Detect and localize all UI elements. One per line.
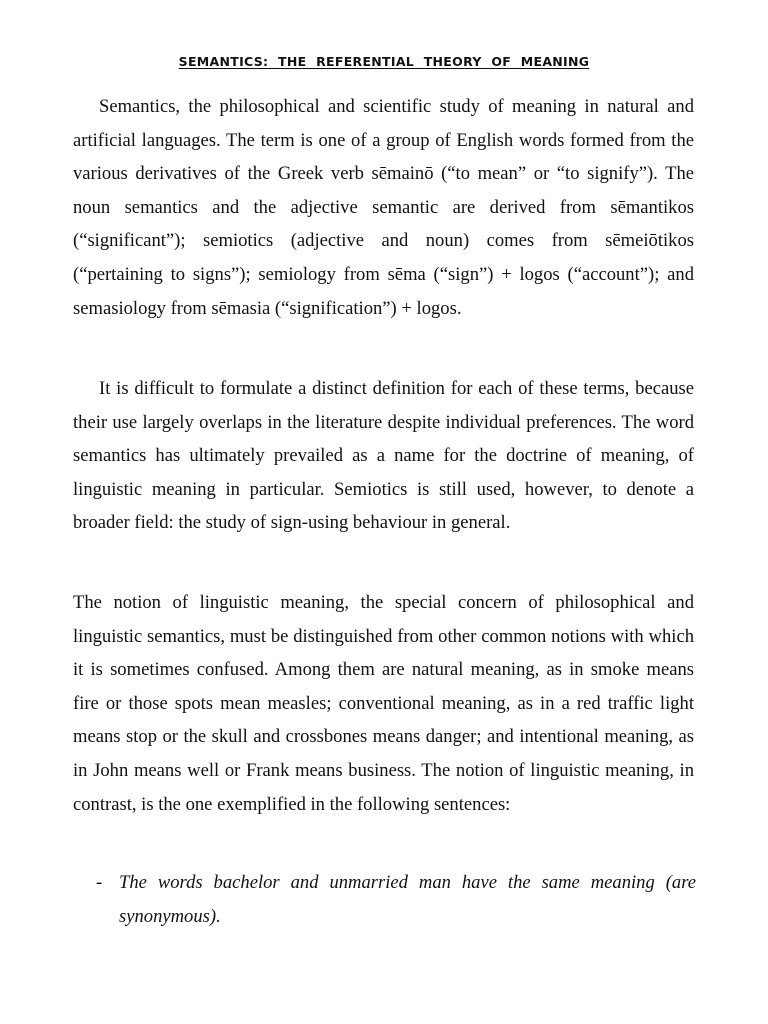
document-title bbox=[0, 54, 768, 69]
list-item bbox=[96, 866, 696, 933]
paragraph-1: Semantics, the philosophical and scientific study of meaning in natural and artificial languages. The term is one of a group of English words formed from the various derivatives of the Greek verb sēmainō (“to mean” or “to signify”). The noun semantics and the adjective semantic are derived from sēmantikos (“significant”); semiotics (adjective and noun) comes from sēmeiōtikos (“pertaining to signs”); semiology from sēma (“sign”) + logos (“account”); and semasiology from sēmasia (“signification”) + logos. bbox=[73, 96, 694, 319]
paragraph-2: It is difficult to formulate a distinct definition for each of these terms, because their use largely overlaps in the literature despite individual preferences. The word semantics has ultimately prevailed as a name for the doctrine of meaning, of linguistic meaning in particular. Semiotics is still used, however, to denote a broader field: the study of sign-using behaviour in general. bbox=[73, 378, 694, 534]
list-item-text: The words bachelor and unmarried man have the same meaning (are synonymous). bbox=[119, 872, 696, 927]
list-item-marker: - bbox=[96, 872, 103, 893]
document-title-text: SEMANTICS: THE REFERENTIAL THEORY OF MEANING bbox=[178, 54, 590, 69]
paragraph-3: The notion of linguistic meaning, the special concern of philosophical and linguistic semantics, must be distinguished from other common notions with which it is sometimes confused. Among them are natural meaning, as in smoke means fire or those spots mean measles; conventional meaning, as in a red traffic light means stop or the skull and crossbones means danger; and intentional meaning, as in John means well or Frank means business. The notion of linguistic meaning, in contrast, is the one exemplified in the following sentences: bbox=[73, 592, 694, 815]
